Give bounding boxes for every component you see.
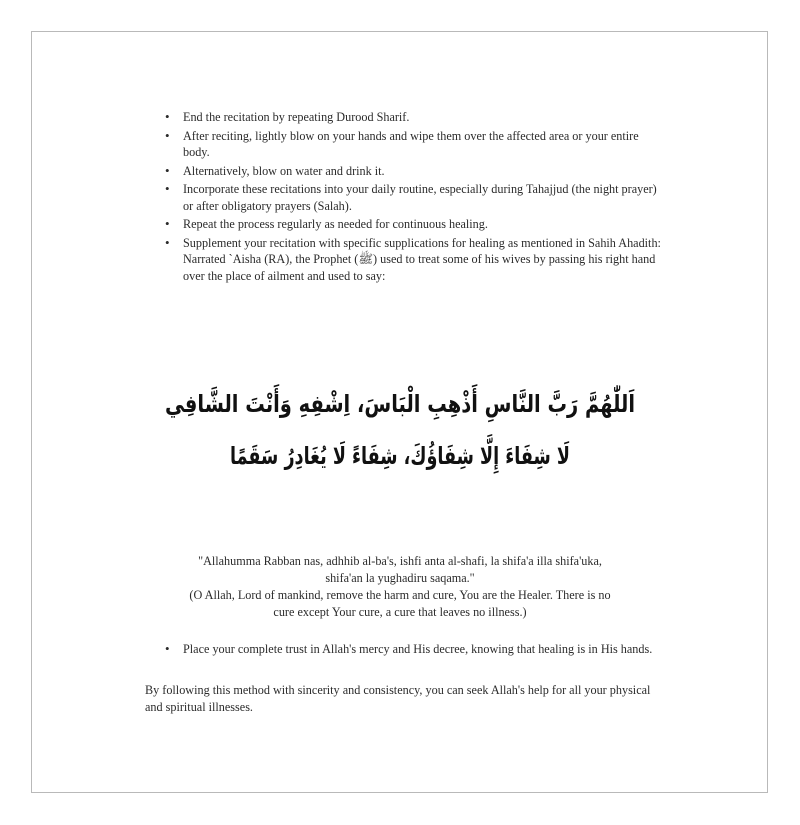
- translation-line: cure except Your cure, a cure that leaves no illness.): [273, 605, 527, 619]
- arabic-supplication: [150, 372, 746, 484]
- list-item: [162, 641, 662, 658]
- list-item-text: End the recitation by repeating Durood Sharif.: [183, 110, 410, 124]
- list-item: [162, 181, 662, 214]
- instructions-list: [162, 109, 662, 286]
- list-item: [162, 163, 662, 180]
- closing-paragraph: By following this method with sincerity and consistency, you can seek Allah's help for all your physical and spiritual illnesses.: [145, 683, 651, 714]
- list-item-text: Alternatively, blow on water and drink it.: [183, 163, 385, 178]
- transliteration-line: shifa'an la yughadiru saqama.": [325, 571, 475, 585]
- final-list: [162, 641, 662, 658]
- translation-line: (O Allah, Lord of mankind, remove the harm and cure, You are the Healer. There is no: [189, 588, 611, 602]
- list-item-text: Repeat the process regularly as needed for continuous healing.: [183, 217, 488, 231]
- transliteration-line: "Allahumma Rabban nas, adhhib al-ba's, ishfi anta al-shafi, la shifa'a illa shifa'uka,: [198, 554, 602, 568]
- list-item: [162, 128, 662, 161]
- hadith-narration: Narrated `Aisha (RA), the Prophet (ﷺ) used to treat some of his wives by passing his right hand over the place of ailment and used to say:: [183, 252, 656, 283]
- list-item-text: Place your complete trust in Allah's mercy and His decree, knowing that healing is in His hands.: [183, 642, 653, 656]
- list-item: [162, 235, 662, 285]
- arabic-line-1: اَللّٰهُمَّ رَبَّ النَّاسِ أَذْهِبِ الْبَاسَ، اِشْفِهِ وَأَنْتَ الشَّافِي: [165, 390, 746, 418]
- list-item-text: Incorporate these recitations into your daily routine, especially during Tahajjud (the night prayer) or after obligatory prayers (Salah).: [183, 182, 657, 213]
- transliteration: [170, 553, 630, 621]
- list-item: [162, 109, 662, 126]
- list-item-text: After reciting, lightly blow on your hands and wipe them over the affected area or your entire body.: [183, 128, 639, 159]
- list-item: [162, 216, 662, 233]
- list-item-text: Supplement your recitation with specific supplications for healing as mentioned in Sahih Ahadith:: [183, 235, 661, 250]
- arabic-line-2: لَا شِفَاءَ إِلَّا شِفَاؤُكَ، شِفَاءً لَا يُغَادِرُ سَقَمًا: [230, 442, 695, 470]
